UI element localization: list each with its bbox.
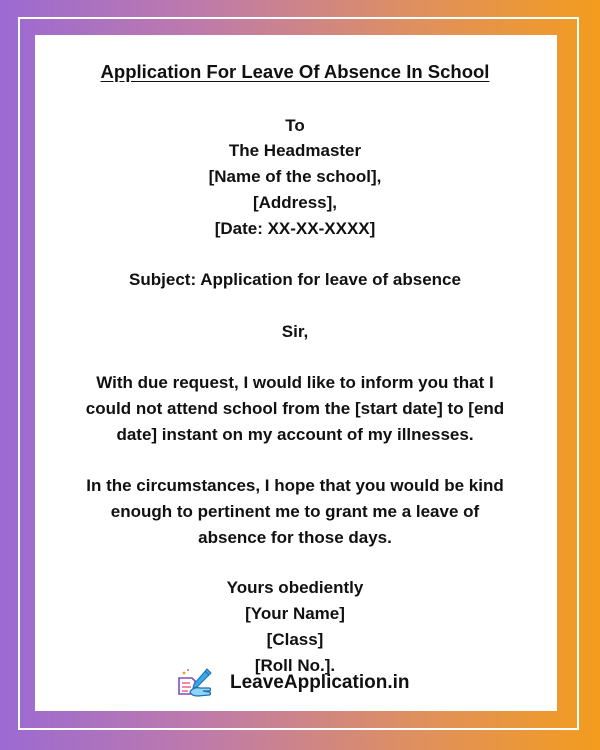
closing-name: [Your Name] [245, 604, 345, 623]
writing-hand-icon [176, 666, 214, 700]
closing-roll: [Roll No.]. [254, 656, 336, 675]
recipient-address: [Address], [252, 193, 338, 212]
recipient-to: To [285, 116, 305, 135]
paragraph1-line: With due request, I would like to inform you that I [96, 373, 494, 392]
salutation: Sir, [281, 322, 309, 341]
recipient-designation: The Headmaster [228, 141, 362, 160]
site-logo [176, 666, 409, 700]
closing-valediction: Yours obediently [226, 578, 364, 597]
document-title: Application For Leave Of Absence In School [100, 61, 490, 82]
paragraph2-line: enough to pertinent me to grant me a leave of [110, 502, 480, 521]
paragraph1-line: could not attend school from the [start date] to [end [85, 399, 505, 418]
recipient-date: [Date: XX-XX-XXXX] [214, 219, 376, 238]
site-name: LeaveApplication.in [230, 672, 410, 693]
paragraph2-line: In the circumstances, I hope that you would be kind [86, 476, 504, 495]
paragraph2-line: absence for those days. [198, 528, 392, 547]
closing-class: [Class] [266, 630, 324, 649]
paragraph1-line: date] instant on my account of my illnesses. [116, 425, 474, 444]
subject-line: Subject: Application for leave of absence [129, 270, 461, 289]
recipient-school: [Name of the school], [208, 167, 382, 186]
